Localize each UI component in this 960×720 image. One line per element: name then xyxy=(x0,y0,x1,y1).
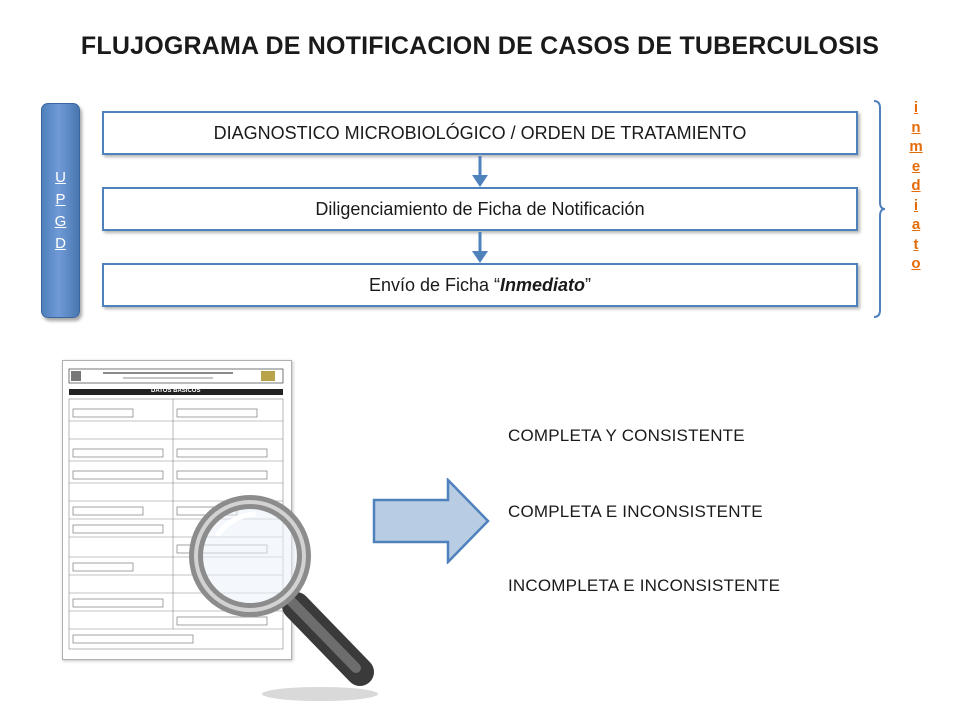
outcome-incompleta-inconsistente: INCOMPLETA E INCONSISTENTE xyxy=(508,576,781,595)
step-diagnostico xyxy=(102,111,858,155)
magnifier-icon xyxy=(188,494,388,704)
timing-letter: i xyxy=(913,99,919,116)
timing-letter: o xyxy=(911,255,921,272)
outcome-completa-consistente: COMPLETA Y CONSISTENTE xyxy=(508,426,745,445)
step-diligenciamiento xyxy=(102,187,858,231)
timing-letter: n xyxy=(911,118,921,136)
step-label: DIAGNOSTICO MICROBIOLÓGICO / ORDEN DE TRATAMIENTO xyxy=(213,122,747,143)
timing-letter: m xyxy=(909,138,923,155)
right-block-arrow-icon xyxy=(372,478,490,564)
upgd-letter: G xyxy=(54,212,67,230)
step-envio xyxy=(102,263,858,307)
upgd-letter: P xyxy=(55,190,66,208)
step-label-suffix: ” xyxy=(585,274,592,295)
form-header-text: DATOS BÁSICOS xyxy=(151,388,201,394)
step-label: Diligenciamiento de Ficha de Notificación xyxy=(315,198,645,219)
upgd-label xyxy=(41,103,80,318)
down-arrow-icon xyxy=(469,232,491,264)
down-arrow-icon xyxy=(469,156,491,188)
timing-letter: e xyxy=(911,157,921,175)
timing-letter: i xyxy=(913,196,919,214)
step-label-emphasis: Inmediato xyxy=(500,274,586,295)
step-label-prefix: Envío de Ficha “ xyxy=(368,274,501,295)
timing-label xyxy=(906,98,926,274)
timing-letter: d xyxy=(911,177,921,194)
upgd-letter: D xyxy=(55,234,66,252)
upgd-letter: U xyxy=(55,168,66,186)
timing-letter: a xyxy=(911,216,921,233)
timing-bracket xyxy=(872,100,886,318)
page-title: FLUJOGRAMA DE NOTIFICACION DE CASOS DE TUBERCULOSIS xyxy=(80,32,880,60)
outcome-completa-inconsistente: COMPLETA E INCONSISTENTE xyxy=(508,502,763,521)
timing-letter: t xyxy=(913,235,919,253)
step-label xyxy=(369,275,591,296)
